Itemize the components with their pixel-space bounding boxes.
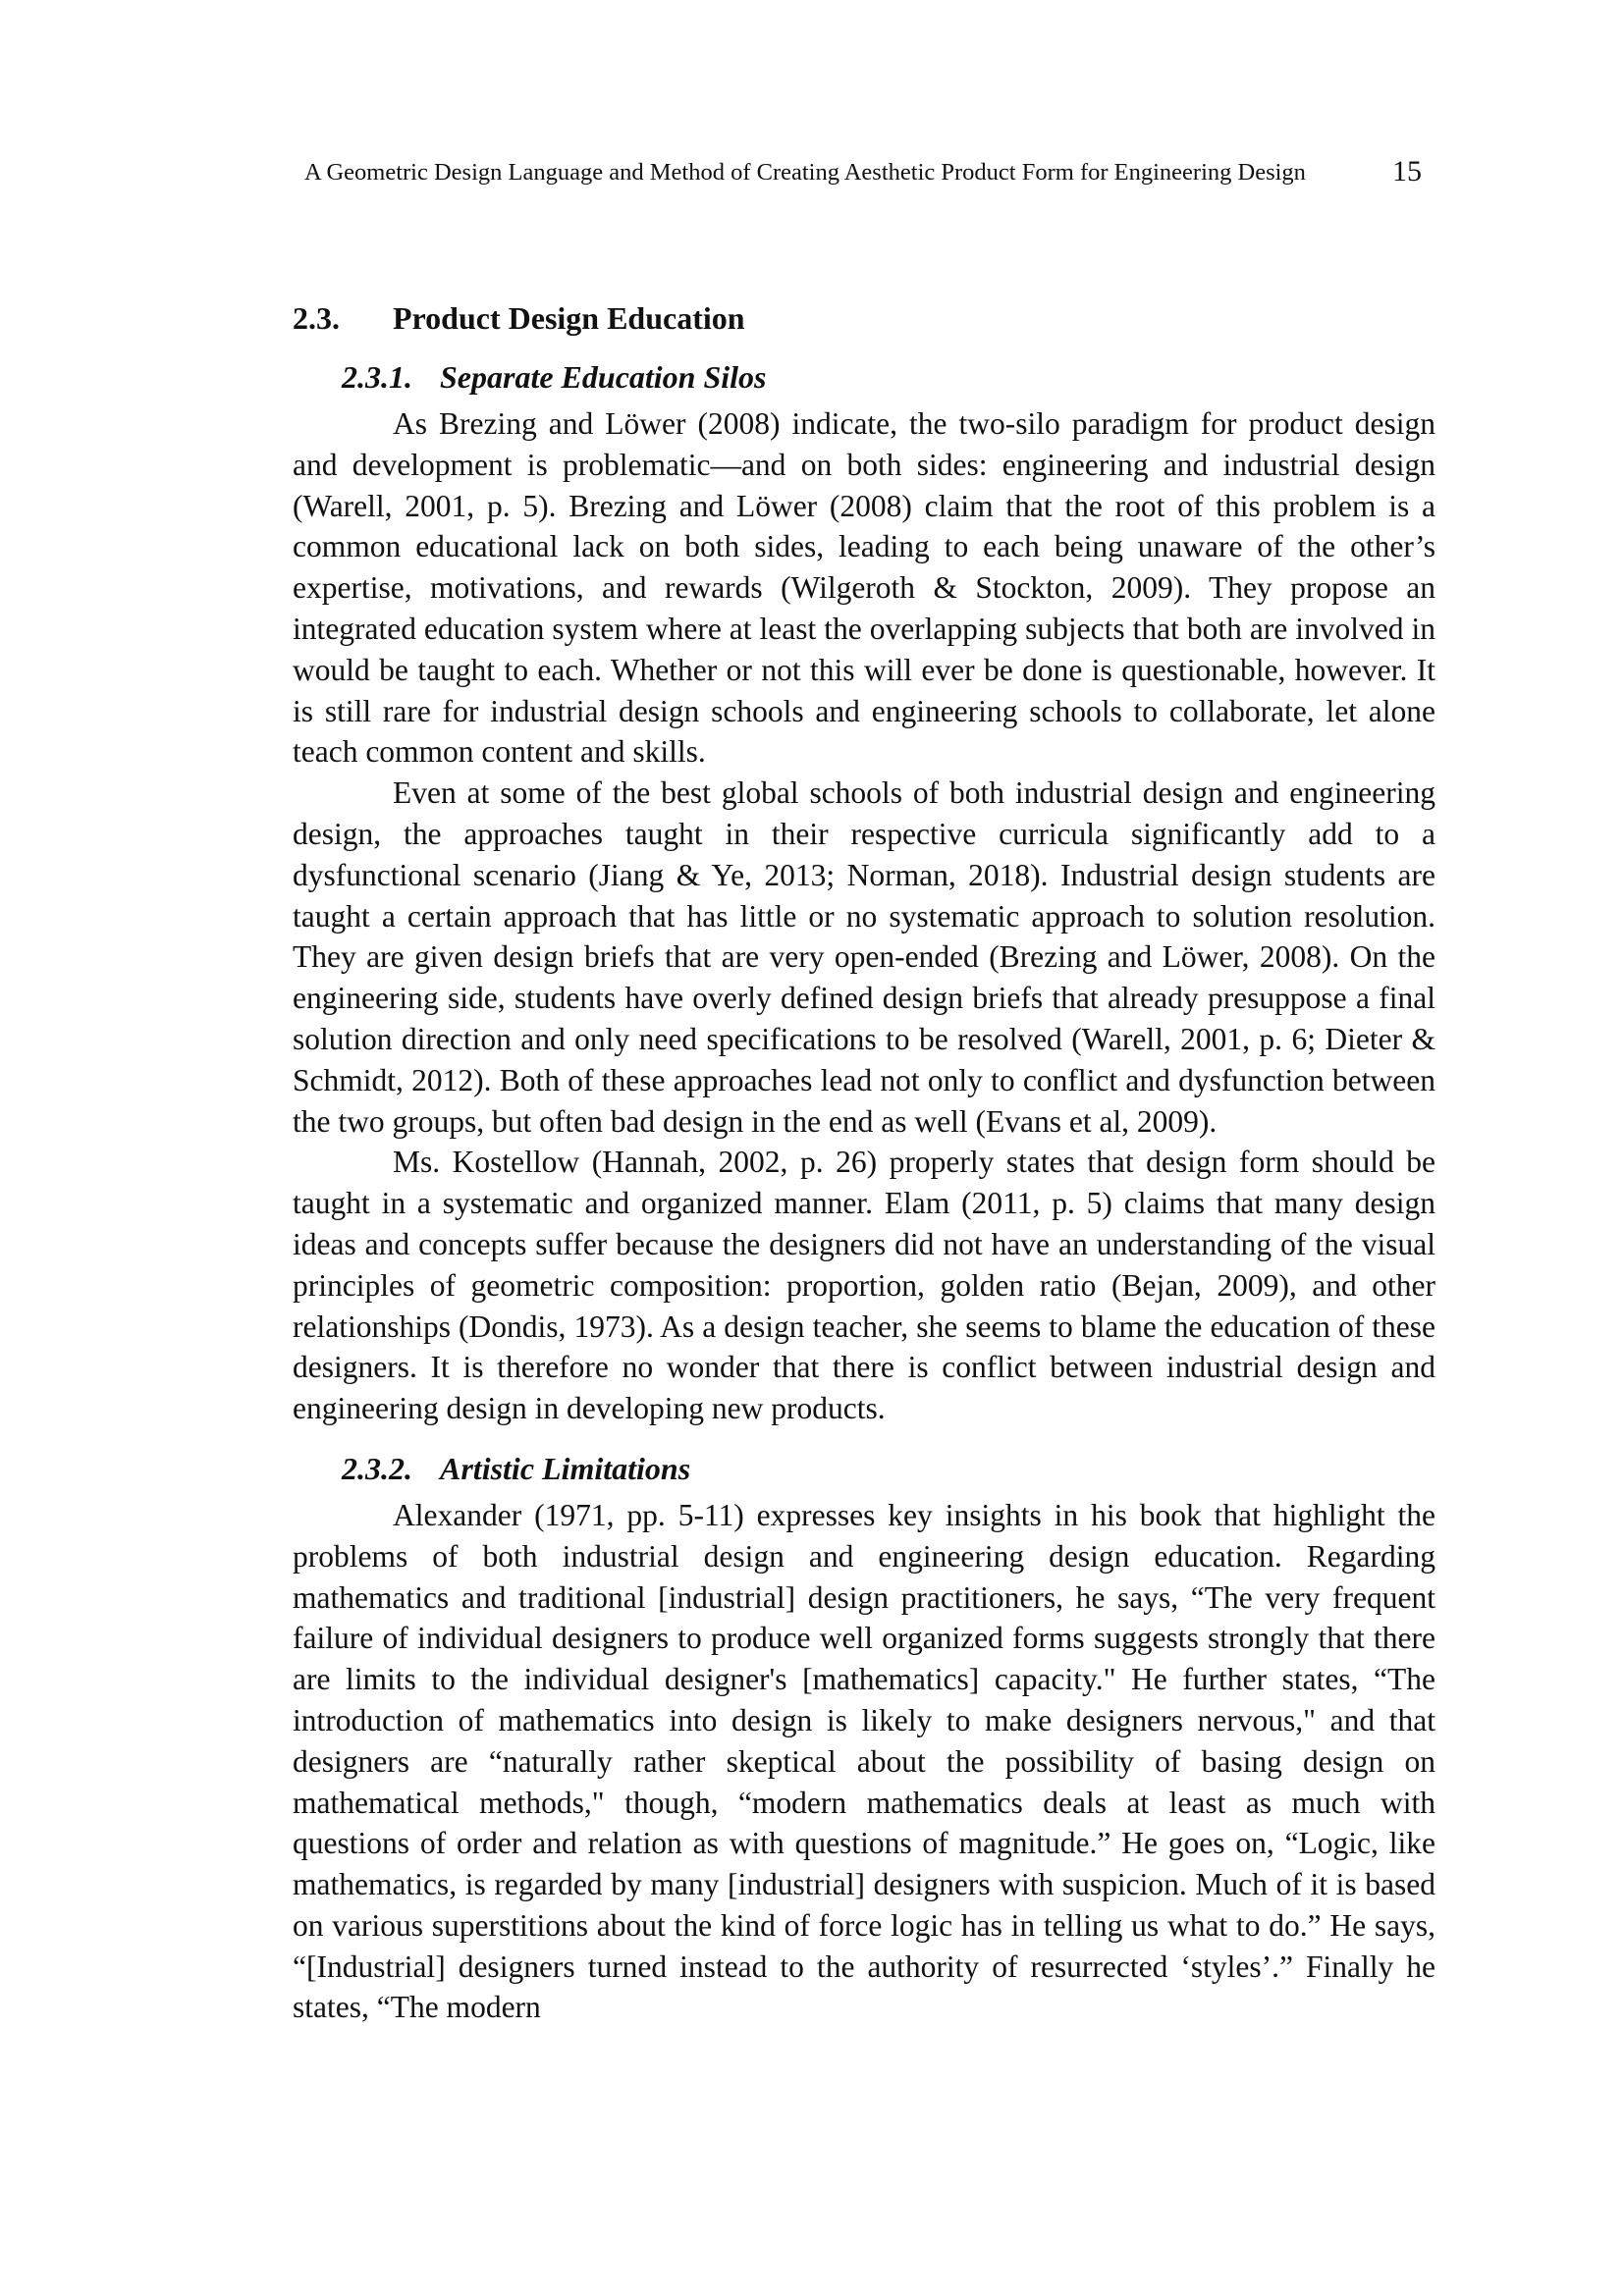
subsection-number: 2.3.1. xyxy=(342,359,412,395)
paragraph: As Brezing and Löwer (2008) indicate, the two-silo paradigm for product design and development is problematic—and on both sides: engineering and industrial design (Warell, 2001, p. 5). Brezing and Löwer (2008) claim that the root of this problem is a common educational lack on both sides, leading to each being unaware of the other’s expertise, motivations, and rewards (Wilgeroth & Stockton, 2009). They propose an integrated education system where at least the overlapping subjects that both are involved in would be taught to each. Whether or not this will ever be done is questionable, however. It is still rare for industrial design schools and engineering schools to collaborate, let alone teach common content and skills. xyxy=(293,406,1435,770)
subsection-heading-artistic-limitations xyxy=(342,1449,1435,1488)
subsection-title: Artistic Limitations xyxy=(440,1450,691,1486)
paragraph: Alexander (1971, pp. 5-11) expresses key insights in his book that highlight the problems of both industrial design and engineering design education. Regarding mathematics and traditional [industrial] design practitioners, he says, “The very frequent failure of individual designers to produce well organized forms suggests strongly that there are limits to the individual designer's [mathematics] capacity." He further states, “The introduction of mathematics into design is likely to make designers nervous," and that designers are “naturally rather skeptical about the possibility of basing design on mathematical methods," though, “modern mathematics deals at least as much with questions of order and relation as with questions of magnitude.” He goes on, “Logic, like mathematics, is regarded by many [industrial] designers with suspicion. Much of it is based on various superstitions about the kind of force logic has in telling us what to do.” He says, “[Industrial] designers turned instead to the authority of resurrected ‘styles’.” Finally he states, “The modern xyxy=(293,1497,1435,2025)
section-title: Product Design Education xyxy=(393,300,745,336)
subsection-heading-separate-education-silos xyxy=(342,357,1435,397)
page-number: 15 xyxy=(1392,155,1422,187)
section-number: 2.3. xyxy=(293,300,340,336)
paragraph: Even at some of the best global schools of both industrial design and engineering design, the approaches taught in their respective curricula significantly add to a dysfunctional scenario (Jiang & Ye, 2013; Norman, 2018). Industrial design students are taught a certain approach that has little or no systematic approach to solution resolution. They are given design briefs that are very open-ended (Brezing and Löwer, 2008). On the engineering side, students have overly defined design briefs that already presuppose a final solution direction and only need specifications to be resolved (Warell, 2001, p. 6; Dieter & Schmidt, 2012). Both of these approaches lead not only to conflict and dysfunction between the two groups, but often bad design in the end as well (Evans et al, 2009). xyxy=(293,775,1435,1139)
subsection-number: 2.3.2. xyxy=(342,1450,412,1486)
section-heading xyxy=(293,296,1435,340)
running-header: A Geometric Design Language and Method of Creating Aesthetic Product Form for Engineering Design xyxy=(304,159,1306,186)
main-content xyxy=(293,296,1435,2028)
subsection-title: Separate Education Silos xyxy=(440,359,767,395)
paragraph: Ms. Kostellow (Hannah, 2002, p. 26) properly states that design form should be taught in a systematic and organized manner. Elam (2011, p. 5) claims that many design ideas and concepts suffer because the designers did not have an understanding of the visual principles of geometric composition: proportion, golden ratio (Bejan, 2009), and other relationships (Dondis, 1973). As a design teacher, she seems to blame the education of these designers. It is therefore no wonder that there is conflict between industrial design and engineering design in developing new products. xyxy=(293,1145,1435,1426)
